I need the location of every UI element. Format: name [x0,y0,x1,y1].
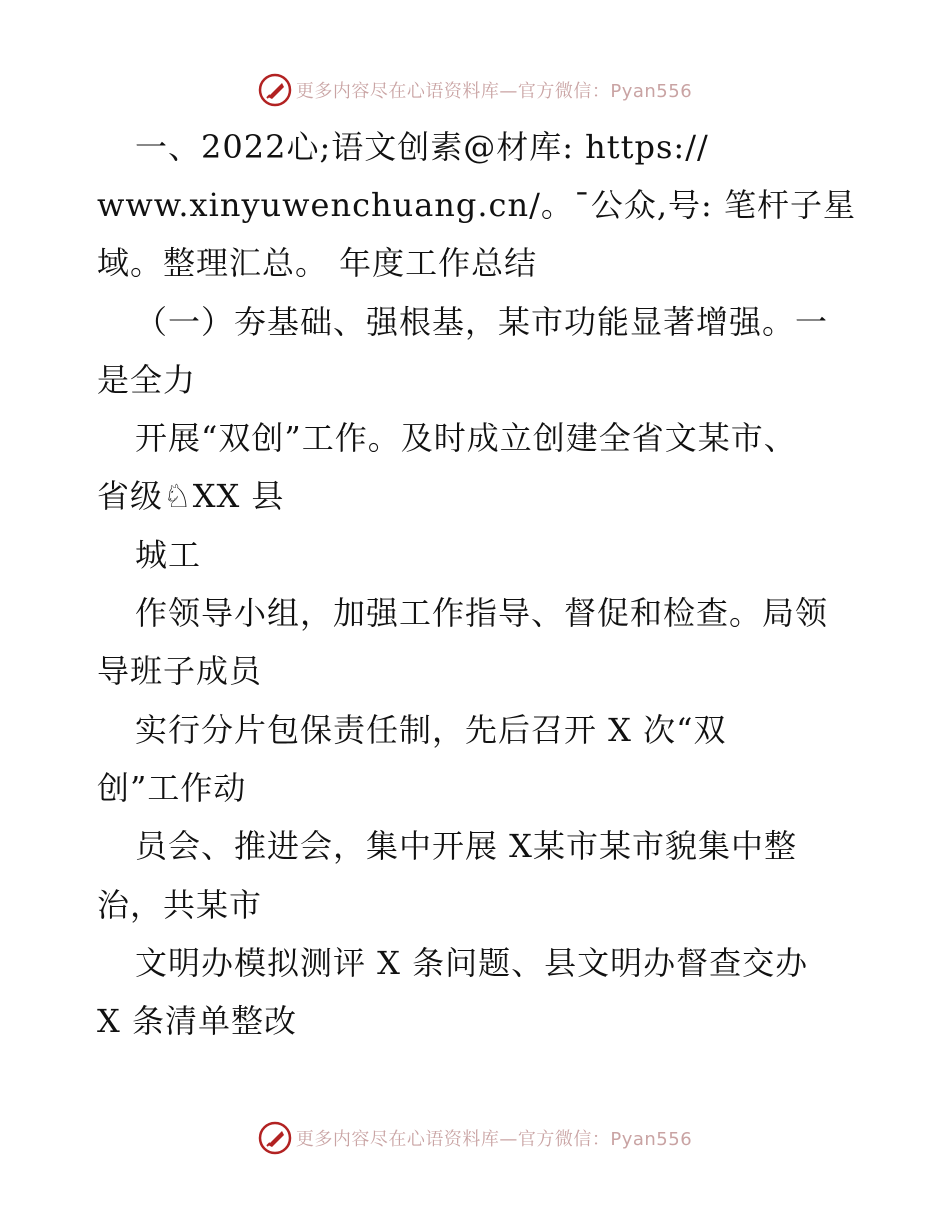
text-line: X 条清单整改 [97,1002,297,1040]
text-line: 作领导小组，加强工作指导、督促和检查。局领 [135,594,829,632]
text-line: 实行分片包保责任制，先后召开 X 次“双 [135,711,727,749]
text-line: （一）夯基础、强根基，某市功能显著增强。一 [135,303,829,341]
text-line: 治，共某市 [97,886,263,924]
text-line: www.xinyuwenchuang.cn/。¯公众,号: 笔杆子星 [97,186,856,224]
text-line: 员会、推进会，集中开展 X某市某市貌集中整 [135,827,797,865]
text-line: 导班子成员 [97,652,263,690]
text-line: 是全力 [97,361,197,399]
text-line: 一、2022心;语文创素@材库: https:// [135,128,709,166]
watermark-text: 更多内容尽在心语资料库—官方微信：Pyan556 [295,1129,693,1150]
watermark-text: 更多内容尽在心语资料库—官方微信：Pyan556 [295,81,693,102]
quill-seal-icon [258,1121,292,1155]
text-line: 创”工作动 [97,769,247,807]
text-line: 域。整理汇总。 年度工作总结 [97,244,538,282]
text-line: 开展“双创”工作。及时成立创建全省文某市、 [135,419,797,457]
text-line: 文明办模拟测评 X 条问题、县文明办督查交办 [135,944,809,982]
text-line: 城工 [135,536,202,574]
text-line: 省级♘XX 县 [97,477,285,515]
watermark-banner-bottom [0,1118,950,1158]
